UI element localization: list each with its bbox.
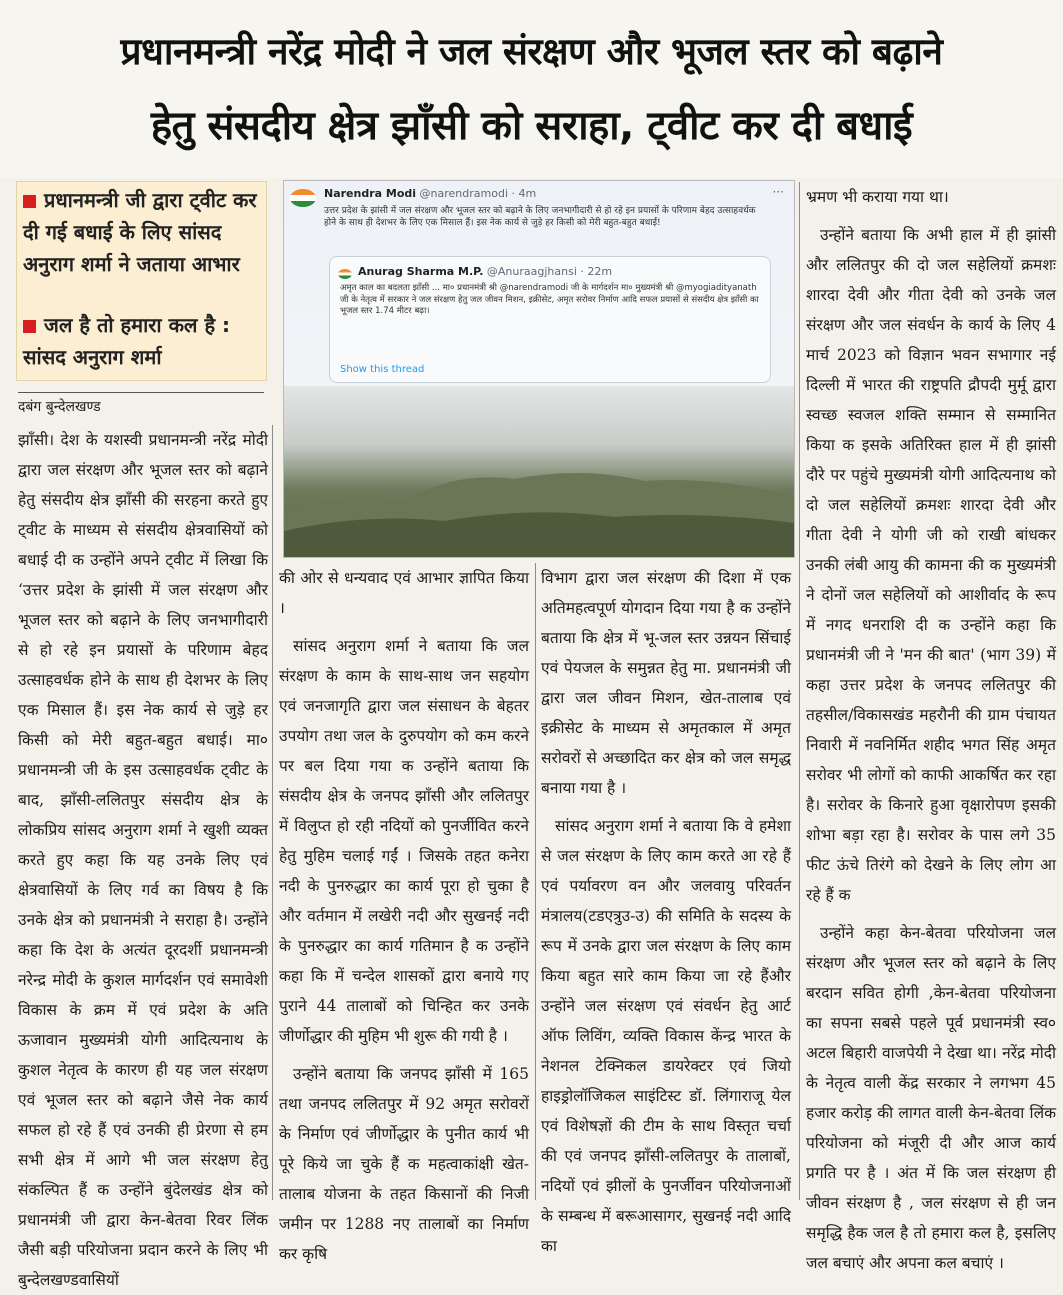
subheadline-2-text: जल है तो हमारा कल है : सांसद अनुराग शर्मा: [23, 313, 231, 369]
avatar: [338, 269, 352, 279]
quoted-tweet-author: [358, 265, 612, 278]
headline-line-1: प्रधानमन्त्री नरेंद्र मोदी ने जल संरक्षण और भूजल स्तर को बढ़ाने: [120, 30, 943, 73]
paragraph: भ्रमण भी कराया गया था।: [806, 188, 949, 206]
byline: दबंग बुन्देलखण्ड: [18, 392, 264, 416]
paragraph: उन्होंने कहा केन-बेतवा परियोजना जल संरक्षण और भूजल स्तर को बढ़ाने के लिए बरदान सवित होगी ,केन-बेतवा परियोजना का सपना सबसे पहले पूर्व प्रधानमंत्री स्व० अटल बिहारी वाजपेयी ने देखा था। नरेंद्र मोदी के नेतृत्व वाली केंद्र सरकार ने लगभग 45 हजार करोड़ की लागत वाली केन-बेतवा लिंक परियोजना को मंजूरी दी और आज कार्य प्रगति पर है । अंत में कि जल संरक्षण ही जीवन संरक्षण है , जल संरक्षण से ही जन समृद्धि हैक जल है तो हमारा कल है, इसलिए जल बचाएं और अपना कल बचाएं ।: [806, 924, 1056, 1272]
quoted-tweet-author-name: Anurag Sharma M.P.: [358, 265, 484, 278]
avatar: [290, 189, 316, 207]
paragraph: झाँसी। देश के यशस्वी प्रधानमन्त्री नरेंद्र मोदी द्वारा जल संरक्षण और भूजल स्तर को बढ़ाने हेतु संसदीय क्षेत्र झाँसी की सरहना करते हुए ट्वीट के माध्यम से संसदीय क्षेत्रवासियों को बधाई दी क उन्होंने अपने ट्वीट में लिखा कि ‘उत्तर प्रदेश के झांसी में जल संरक्षण और भूजल स्तर को बढ़ाने के लिए जनभागीदारी से हो रहे इन प्रयासों के परिणाम बेहद उत्साहवर्धक होने के साथ ही देशभर के लिए एक मिसाल हैं। इस नेक कार्य से जुड़े हर किसी को मेरी बहुत-बहुत बधाई। मा० प्रधानमन्त्री जी के इस उत्साहवर्धक ट्वीट के बाद, झाँसी-ललितपुर संसदीय क्षेत्र के लोकप्रिय सांसद अनुराग शर्मा ने खुशी व्यक्त करते हुए कहा कि यह उनके लिए एवं क्षेत्रवासियों के लिए गर्व का विषय है कि उनके क्षेत्र को प्रधानमंत्री ने सराहा है। उन्होंने कहा कि देश के अत्यंत दूरदर्शी प्रधानमन्त्री नरेन्द्र मोदी के कुशल मार्गदर्शन एवं समावेशी विकास के क्रम में एवं प्रदेश के अति ऊजावान मुख्यमंत्री योगी आदित्यनाथ के कुशल नेतृत्व के कारण ही यह जल संरक्षण एवं भूजल स्तर को बढ़ाने जैसे नेक कार्य सफल हो रहे हैं एवं उनकी ही प्रेरणा से हम सभी क्षेत्र में आगे भी जल संरक्षण हेतु संकल्पित हैं क उन्होंने बुंदेलखंड क्षेत्र को प्रधानमंत्री जी द्वारा केन-बेतवा रिवर लिंक जैसी बड़ी परियोजना प्रदान करने के लिए भी बुन्देलखण्डवासियों: [18, 431, 268, 1289]
headline-line-2: हेतु संसदीय क्षेत्र झाँसी को सराहा, ट्वीट कर दी बधाई: [150, 103, 913, 149]
paragraph: उन्होंने बताया कि अभी हाल में ही झांसी और ललितपुर की दो जल सहेलियों क्रमशः शारदा देवी और गीता देवी को उनके जल संरक्षण और जल संवर्धन के कार्य के लिए 4 मार्च 2023 को विज्ञान भवन सभागार नई दिल्ली में भारत की राष्ट्रपति द्रौपदी मुर्मू द्वारा स्वच्छ स्वजल शक्ति सम्मान से सम्मानित किया क इसके अतिरिक्त हाल में ही झांसी दौरे पर पहुंचे मुख्यमंत्री योगी आदित्यनाथ को दो जल सहेलियों क्रमशः शारदा देवी और गीता देवी ने योगी जी को राखी बांधकर उनकी लंबी आयु की कामना की क मुख्यमंत्री ने दोनों जल सहेलियों को आशीर्वाद के रूप में नगद धनराशि दी क उन्होंने कहा कि प्रधानमंत्री जी ने 'मन की बात' (भाग 39) में कहा उत्तर प्रदेश के जनपद ललितपुर की तहसील/विकासखंड महरौनी की ग्राम पंचायत निवारी में नवनिर्मित शहीद भगत सिंह अमृत सरोवर भी लोगों को काफी आकर्षित कर रहा है। सरोवर के किनारे हुआ वृक्षारोपण इसकी शोभा बड़ा रहा है। सरोवर के पास लगे 35 फीट ऊंचे तिरंगे को देखने के लिए लोग आ रहे हैं क: [806, 226, 1056, 904]
paragraph: सांसद अनुराग शर्मा ने बताया कि जल संरक्षण के काम के साथ-साथ जन सहयोग एवं जनजागृति द्वारा जल संसाधन के बेहतर उपयोग तथा जल के दुरुपयोग को कम करने पर बल दिया गया क उन्होंने बताया कि संसदीय क्षेत्र के जनपद झाँसी और ललितपुर में विलुप्त हो रही नदियों को पुनर्जीवित करने हेतु मुहिम चलाई गईं । जिसके तहत कनेरा नदी के पुनरुद्धार का कार्य पूरा हो चुका है और वर्तमान में लखेरी नदी और सुखनई नदी के पुनरुद्धार का कार्य गतिमान है क उन्होंने कहा कि में चन्देल शासकों द्वारा बनाये गए पुराने 44 तालाबों को चिन्हित कर उनके जीर्णोद्धार की मुहिम भी शुरू की गयी है ।: [279, 637, 529, 1045]
tweet-author-name: Narendra Modi: [324, 187, 417, 200]
article-column-4: [806, 182, 1056, 1272]
paragraph: उन्होंने बताया कि जनपद झाँसी में 165 तथा जनपद ललितपुर में 92 अमृत सरोवरों के निर्माण एवं जीर्णोद्धार के पुनीत कार्य भी पूरे किये जा चुके हैं क महत्वाकांक्षी खेत-तालाब योजना के तहत किसानों की निजी जमीन पर 1288 नए तालाबों का निर्माण कर कृषि: [279, 1065, 529, 1263]
tweet-text: उत्तर प्रदेश के झांसी में जल संरक्षण और भूजल स्तर को बढ़ाने के लिए जनभागीदारी से हो रहे इन प्रयासों के परिणाम बेहद उत्साहवर्धक होने के साथ ही देशभर के लिए एक मिसाल हैं। इस नेक कार्य से जुड़े हर किसी को मेरी बहुत-बहुत बधाई!: [324, 206, 756, 228]
quoted-tweet-text: अमृत काल का बदलता झाँसी ... मा० प्रधानमंत्री श्री @narendramodi जी के मार्गदर्शन मा० मुख्यमंत्री श्री @myogiadityanath जी के नेतृत्व में सरकार ने जल संरक्षण हेतु जल जीवन मिशन, इक्रीसेट, अमृत सरोवर निर्माण आदि सफल प्रयासों से संसदीय क्षेत्र झाँसी का भूजल स्तर 1.74 मीटर बढ़ा।: [340, 283, 759, 316]
headline-block: [0, 0, 1063, 178]
paragraph: सांसद अनुराग शर्मा ने बताया कि वे हमेशा से जल संरक्षण के लिए काम करते आ रहे हैं एवं पर्यावरण वन और जलवायु परिवर्तन मंत्रालय(टडएत्रुउ-उ) की समिति के सदस्य के रूप में उनके द्वारा जल संरक्षण के लिए काम किया बहुत सारे काम किया जा रहे हैंऔर उन्होंने जल संरक्षण एवं संवर्धन हेतु आर्ट ऑफ लिविंग, व्यक्ति विकास केंन्द्र भारत के नेशनल टेक्निकल डायरेक्टर एवं जियो हाइड्रोलॉजिकल साइंटिस्ट डॉ. लिंगाराजू येल एवं विशेषज्ञों की टीम के साथ विस्तृत चर्चा की एवं जनपद झाँसी-ललितपुर के तालाबों, नदियों एवं झीलों के पुनर्जीवन परियोजनाओं के सम्बन्ध में बरूआसागर, सुखनई नदी आदि का: [541, 817, 791, 1255]
article-column-3: [541, 563, 791, 1255]
article-column-2: [279, 563, 529, 1263]
subheadline-1: [23, 184, 263, 280]
tweet-card: [284, 181, 794, 386]
article-column-1: [18, 425, 268, 1289]
quoted-tweet-author-handle: @Anuraagjhansi · 22m: [486, 265, 613, 278]
more-options-icon: ···: [772, 185, 784, 199]
paragraph: विभाग द्वारा जल संरक्षण की दिशा में एक अतिमहत्वपूर्ण योगदान दिया गया है क उन्होंने बताया कि क्षेत्र में भू-जल स्तर उन्नयन सिंचाई एवं पेयजल के समुन्नत हेतु मा. प्रधानमंत्री जी द्वारा जल जीवन मिशन, खेत-तालाब एवं इक्रीसेट के माध्यम से अमृतकाल में अमृत सरोवरों से अच्छादित कर क्षेत्र को जल समृद्ध बनाया गया है ।: [541, 569, 791, 797]
subheadline-2: [23, 309, 263, 373]
tweet-author-handle: @narendramodi · 4m: [419, 187, 537, 200]
hills-landscape: [284, 451, 794, 557]
column-divider: [535, 563, 536, 1200]
subheadline-box: [16, 181, 267, 381]
tweet-author: [324, 187, 536, 200]
tweet-photo: [283, 180, 795, 558]
paragraph: की ओर से धन्यवाद एवं आभार ज्ञापित किया ।: [279, 569, 529, 617]
column-divider: [799, 182, 800, 1200]
bullet-square-icon: [23, 195, 36, 208]
subheadline-1-text: प्रधानमन्त्री जी द्वारा ट्वीट कर दी गई बधाई के लिए सांसद अनुराग शर्मा ने जताया आभार: [23, 188, 257, 276]
bullet-square-icon: [23, 320, 36, 333]
show-thread-link: Show this thread: [340, 364, 425, 375]
quoted-tweet: [329, 256, 771, 383]
column-divider: [272, 425, 273, 1200]
